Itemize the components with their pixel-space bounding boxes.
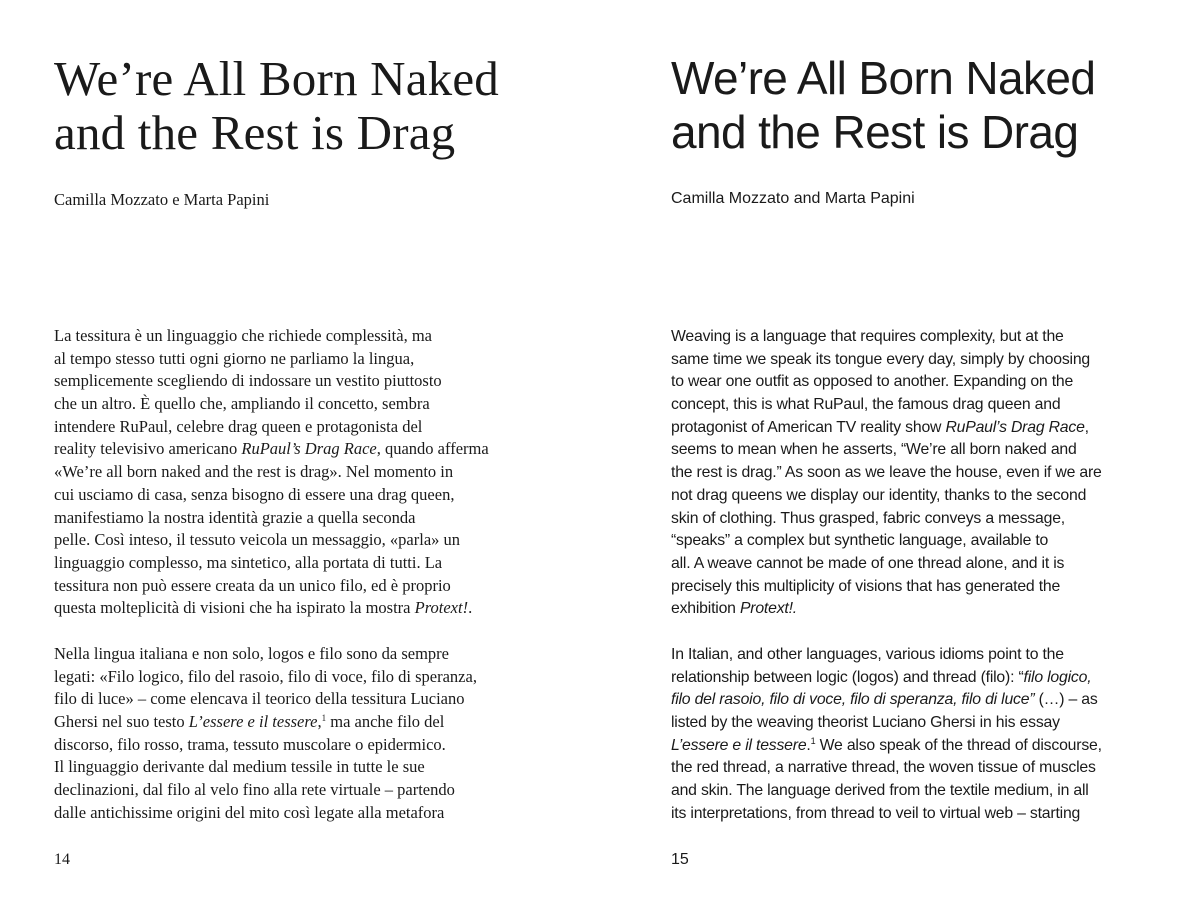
- text-line: Ghersi nel suo testo L’essere e il tessere,$^1$ ma anche filo del: [54, 712, 445, 731]
- text-line: Weaving is a language that requires complexity, but at the: [671, 328, 1064, 345]
- page-number: 14: [54, 851, 70, 868]
- text-line: filo del rasoio, filo di voce, filo di speranza, filo di luce” (…) – as: [671, 691, 1098, 709]
- text-line: linguaggio complesso, ma sintetico, alla portata di tutti. La: [54, 552, 443, 572]
- text-line: legati: «Filo logico, filo del rasoio, filo di voce, filo di speranza,: [54, 666, 477, 686]
- text-line: concept, this is what RuPaul, the famous drag queen and: [671, 396, 1061, 414]
- text-line: skin of clothing. Thus grasped, fabric conveys a message,: [671, 509, 1065, 527]
- page-title: [54, 52, 499, 160]
- text-line: Nella lingua italiana e non solo, logos e filo sono da sempre: [54, 643, 449, 663]
- page-title: [671, 51, 1095, 159]
- paragraph-1: [54, 325, 574, 620]
- text-line: the rest is drag.” As soon as we leave the house, even if we are: [671, 464, 1102, 482]
- text-line: discorso, filo rosso, trama, tessuto muscolare o epidermico.: [54, 734, 446, 754]
- text-line: same time we speak its tongue every day, simply by choosing: [671, 350, 1091, 368]
- text-line: filo di luce» – come elencava il teorico della tessitura Luciano: [54, 689, 465, 709]
- text-line: declinazioni, dal filo al velo fino alla rete virtuale – partendo: [54, 780, 455, 800]
- text-line: its interpretations, from thread to veil to virtual web – starting: [671, 804, 1081, 822]
- text-line: tessitura non può essere creata da un unico filo, ed è proprio: [54, 575, 451, 595]
- italic-text: L’essere e il tessere: [671, 736, 807, 754]
- text-line: and skin. The language derived from the textile medium, in all: [671, 782, 1089, 800]
- italic-text: RuPaul’s Drag Race: [945, 418, 1085, 436]
- title-line-1: We’re All Born Naked: [671, 52, 1096, 104]
- footnote-reference[interactable]: 1: [321, 713, 327, 723]
- paragraph-1: [671, 326, 1141, 621]
- text-line: exhibition Protext!.: [671, 600, 797, 618]
- paragraph-2: [671, 644, 1141, 826]
- text-line: cui usciamo di casa, senza bisogno di essere una drag queen,: [54, 484, 455, 504]
- text-line: seems to mean when he asserts, “We’re all born naked and: [671, 441, 1077, 459]
- paragraph-2: [54, 643, 574, 825]
- text-line: La tessitura è un linguaggio che richiede complessità, ma: [54, 326, 433, 345]
- title-line-1: We’re All Born Naked: [54, 51, 499, 106]
- italic-text: filo del rasoio, filo di voce, filo di speranza, filo di luce”: [671, 691, 1035, 709]
- text-line: In Italian, and other languages, various idioms point to the: [671, 645, 1064, 663]
- text-line: intendere RuPaul, celebre drag queen e protagonista del: [54, 416, 423, 436]
- authors: Camilla Mozzato and Marta Papini: [671, 190, 915, 207]
- body-text: [54, 325, 574, 824]
- text-line: “speaks” a complex but synthetic language, available to: [671, 532, 1049, 550]
- text-line: to wear one outfit as opposed to another. Expanding on the: [671, 373, 1074, 391]
- title-line-2: and the Rest is Drag: [671, 106, 1079, 158]
- text-line: semplicemente scegliendo di indossare un vestito piuttosto: [54, 371, 442, 391]
- text-line: not drag queens we display our identity, thanks to the second: [671, 486, 1087, 504]
- text-line: relationship between logic (logos) and thread (filo): “filo logico,: [671, 668, 1092, 686]
- text-line: manifestiamo la nostra identità grazie a quella seconda: [54, 507, 416, 527]
- italic-text: Protext!: [414, 598, 469, 618]
- italic-text: Protext!.: [739, 600, 797, 618]
- text-line: L’essere e il tessere.$^1$ We also speak of the thread of discourse,: [671, 735, 1102, 754]
- page-number: 15: [671, 851, 689, 868]
- text-line: all. A weave cannot be made of one thread alone, and it is: [671, 554, 1065, 572]
- footnote-reference[interactable]: 1: [810, 735, 816, 746]
- text-line: Il linguaggio derivante dal medium tessile in tutte le sue: [54, 757, 425, 777]
- italic-text: RuPaul’s Drag Race: [241, 439, 377, 459]
- title-line-2: and the Rest is Drag: [54, 105, 456, 160]
- text-line: listed by the weaving theorist Luciano Ghersi in his essay: [671, 714, 1060, 731]
- authors: Camilla Mozzato e Marta Papini: [54, 190, 270, 209]
- text-line: «We’re all born naked and the rest is drag». Nel momento in: [54, 462, 454, 482]
- text-line: the red thread, a narrative thread, the woven tissue of muscles: [671, 759, 1096, 777]
- text-line: protagonist of American TV reality show RuPaul’s Drag Race,: [671, 418, 1089, 436]
- text-line: che un altro. È quello che, ampliando il concetto, sembra: [54, 394, 430, 414]
- text-line: pelle. Così inteso, il tessuto veicola un messaggio, «parla» un: [54, 530, 461, 550]
- text-line: precisely this multiplicity of visions that has generated the: [671, 577, 1061, 595]
- italic-text: L’essere e il tessere: [188, 712, 318, 731]
- body-text: [671, 326, 1141, 825]
- right-page-english: [600, 0, 1181, 912]
- italic-text: filo logico,: [1023, 668, 1092, 686]
- text-line: al tempo stesso tutti ogni giorno ne parliamo la lingua,: [54, 348, 415, 368]
- text-line: dalle antichissime origini del mito così legate alla metafora: [54, 802, 445, 822]
- text-line: questa molteplicità di visioni che ha ispirato la mostra Protext!.: [54, 598, 473, 618]
- text-line: reality televisivo americano RuPaul’s Drag Race, quando afferma: [54, 439, 489, 459]
